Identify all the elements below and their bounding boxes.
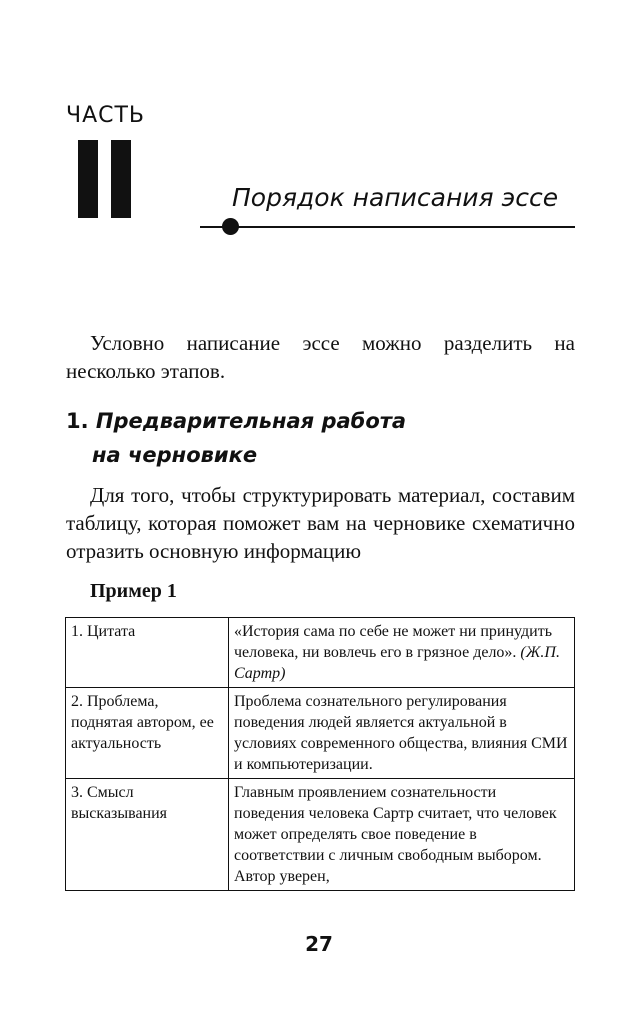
row-content: Проблема сознательного регулирования поведения людей является актуальной в условиях современного общества, влияния СМИ и компьютеризации. <box>229 688 575 779</box>
row-label: 2. Проблема, поднятая автором, ее актуальность <box>66 688 229 779</box>
title-rule <box>200 226 575 228</box>
section-title-line1: Предварительная работа <box>95 409 407 433</box>
part-label: ЧАСТЬ <box>66 103 146 128</box>
numeral-bar <box>111 140 131 218</box>
example-title: Пример 1 <box>90 580 177 602</box>
table-row <box>66 618 575 688</box>
section-paragraph: Для того, чтобы структурировать материал, составим таблицу, которая поможет вам на черновике схематично отразить основную информацию <box>66 483 575 563</box>
row-label: 1. Цитата <box>66 618 229 688</box>
intro-paragraph: Условно написание эссе можно разделить на несколько этапов. <box>66 331 575 383</box>
quote-author: (Ж.П. Сартр) <box>234 644 560 682</box>
section-number: 1. <box>66 409 89 433</box>
row-content <box>229 618 575 688</box>
row-content: Главным проявлением сознательности поведения человека Сартр считает, что человек может определять свое поведение в соответствии с личным свободным выбором. Автор уверен, <box>229 779 575 891</box>
part-numeral <box>76 140 132 218</box>
numeral-bar <box>78 140 98 218</box>
row-label: 3. Смысл высказывания <box>66 779 229 891</box>
section-heading <box>66 404 486 472</box>
section-title-line2: на черновике <box>92 443 258 467</box>
table-row <box>66 688 575 779</box>
example-table <box>65 617 575 891</box>
page-number: 27 <box>305 932 333 956</box>
quote-text: «История сама по себе не может ни принудить человека, ни вовлечь его в грязное дело». <box>234 623 552 661</box>
table-row <box>66 779 575 891</box>
title-rule-dot <box>222 218 239 235</box>
chapter-title: Порядок написания эссе <box>232 183 559 212</box>
